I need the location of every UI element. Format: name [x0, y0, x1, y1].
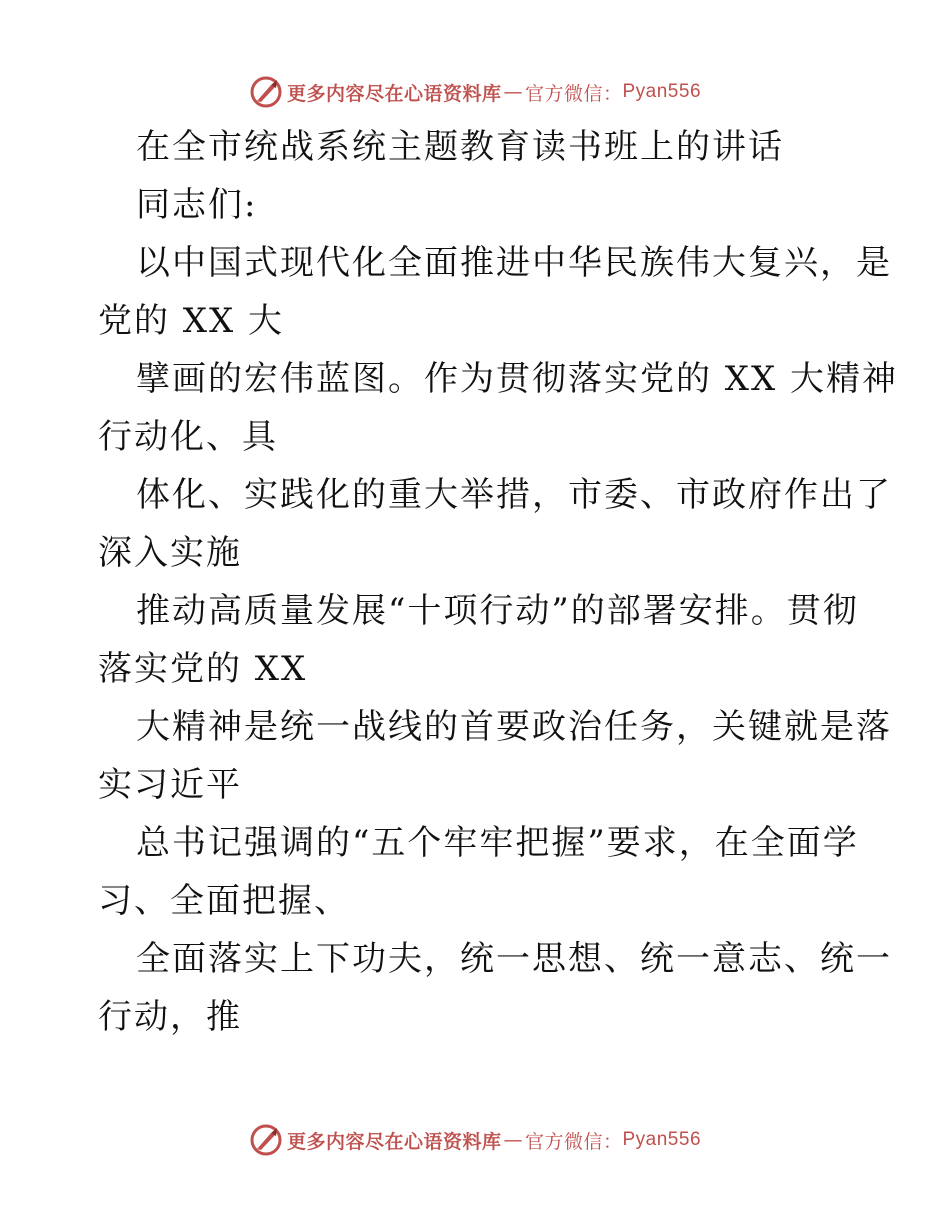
paragraph-line: 全面落实上下功夫，统一思想、统一意志、统一 — [136, 939, 892, 979]
watermark-wechat-id: Pyan556 — [622, 1129, 702, 1150]
watermark-contact-label: 官方微信： — [524, 1130, 623, 1153]
watermark-dash: — — [503, 1129, 523, 1151]
quill-logo-icon — [249, 1123, 283, 1157]
paragraph-line: 总书记强调的“五个牢牢把握”要求，在全面学 — [136, 823, 859, 863]
paragraph — [98, 814, 858, 930]
paragraph — [98, 466, 892, 582]
watermark-dash: — — [503, 81, 523, 103]
paragraph — [98, 698, 892, 814]
paragraph-line: 大精神是统一战线的首要政治任务，关键就是落 — [136, 707, 892, 747]
paragraph-line: 习、全面把握、 — [98, 881, 350, 921]
paragraph-line: 以中国式现代化全面推进中华民族伟大复兴，是 — [136, 243, 892, 283]
paragraph-line: 体化、实践化的重大举措，市委、市政府作出了 — [136, 475, 892, 515]
salutation: 同志们: — [136, 185, 258, 225]
paragraph-line: 推动高质量发展“十项行动”的部署安排。贯彻 — [136, 591, 859, 631]
paragraph-line: 行动，推 — [98, 997, 242, 1037]
paragraph — [98, 234, 892, 350]
watermark-contact-label: 官方微信： — [524, 82, 623, 105]
document-body — [98, 118, 899, 1046]
document-title: 在全市统战系统主题教育读书班上的讲话 — [136, 127, 784, 167]
paragraph-line: 落实党的 XX — [98, 649, 308, 689]
paragraph-line: 党的 XX 大 — [98, 301, 285, 341]
paragraph — [98, 350, 899, 466]
paragraph-line: 擘画的宏伟蓝图。作为贯彻落实党的 XX 大精神 — [136, 359, 899, 399]
watermark-brand: 更多内容尽在心语资料库 — [286, 1130, 502, 1153]
paragraph-line: 行动化、具 — [98, 417, 278, 457]
paragraph-line: 实习近平 — [98, 765, 242, 805]
paragraph — [98, 930, 892, 1046]
quill-logo-icon — [249, 75, 283, 109]
watermark-brand: 更多内容尽在心语资料库 — [286, 82, 502, 105]
header-watermark — [0, 72, 950, 112]
paragraph — [98, 582, 858, 698]
footer-watermark — [0, 1120, 950, 1160]
watermark-wechat-id: Pyan556 — [622, 81, 702, 102]
paragraph-line: 深入实施 — [98, 533, 242, 573]
